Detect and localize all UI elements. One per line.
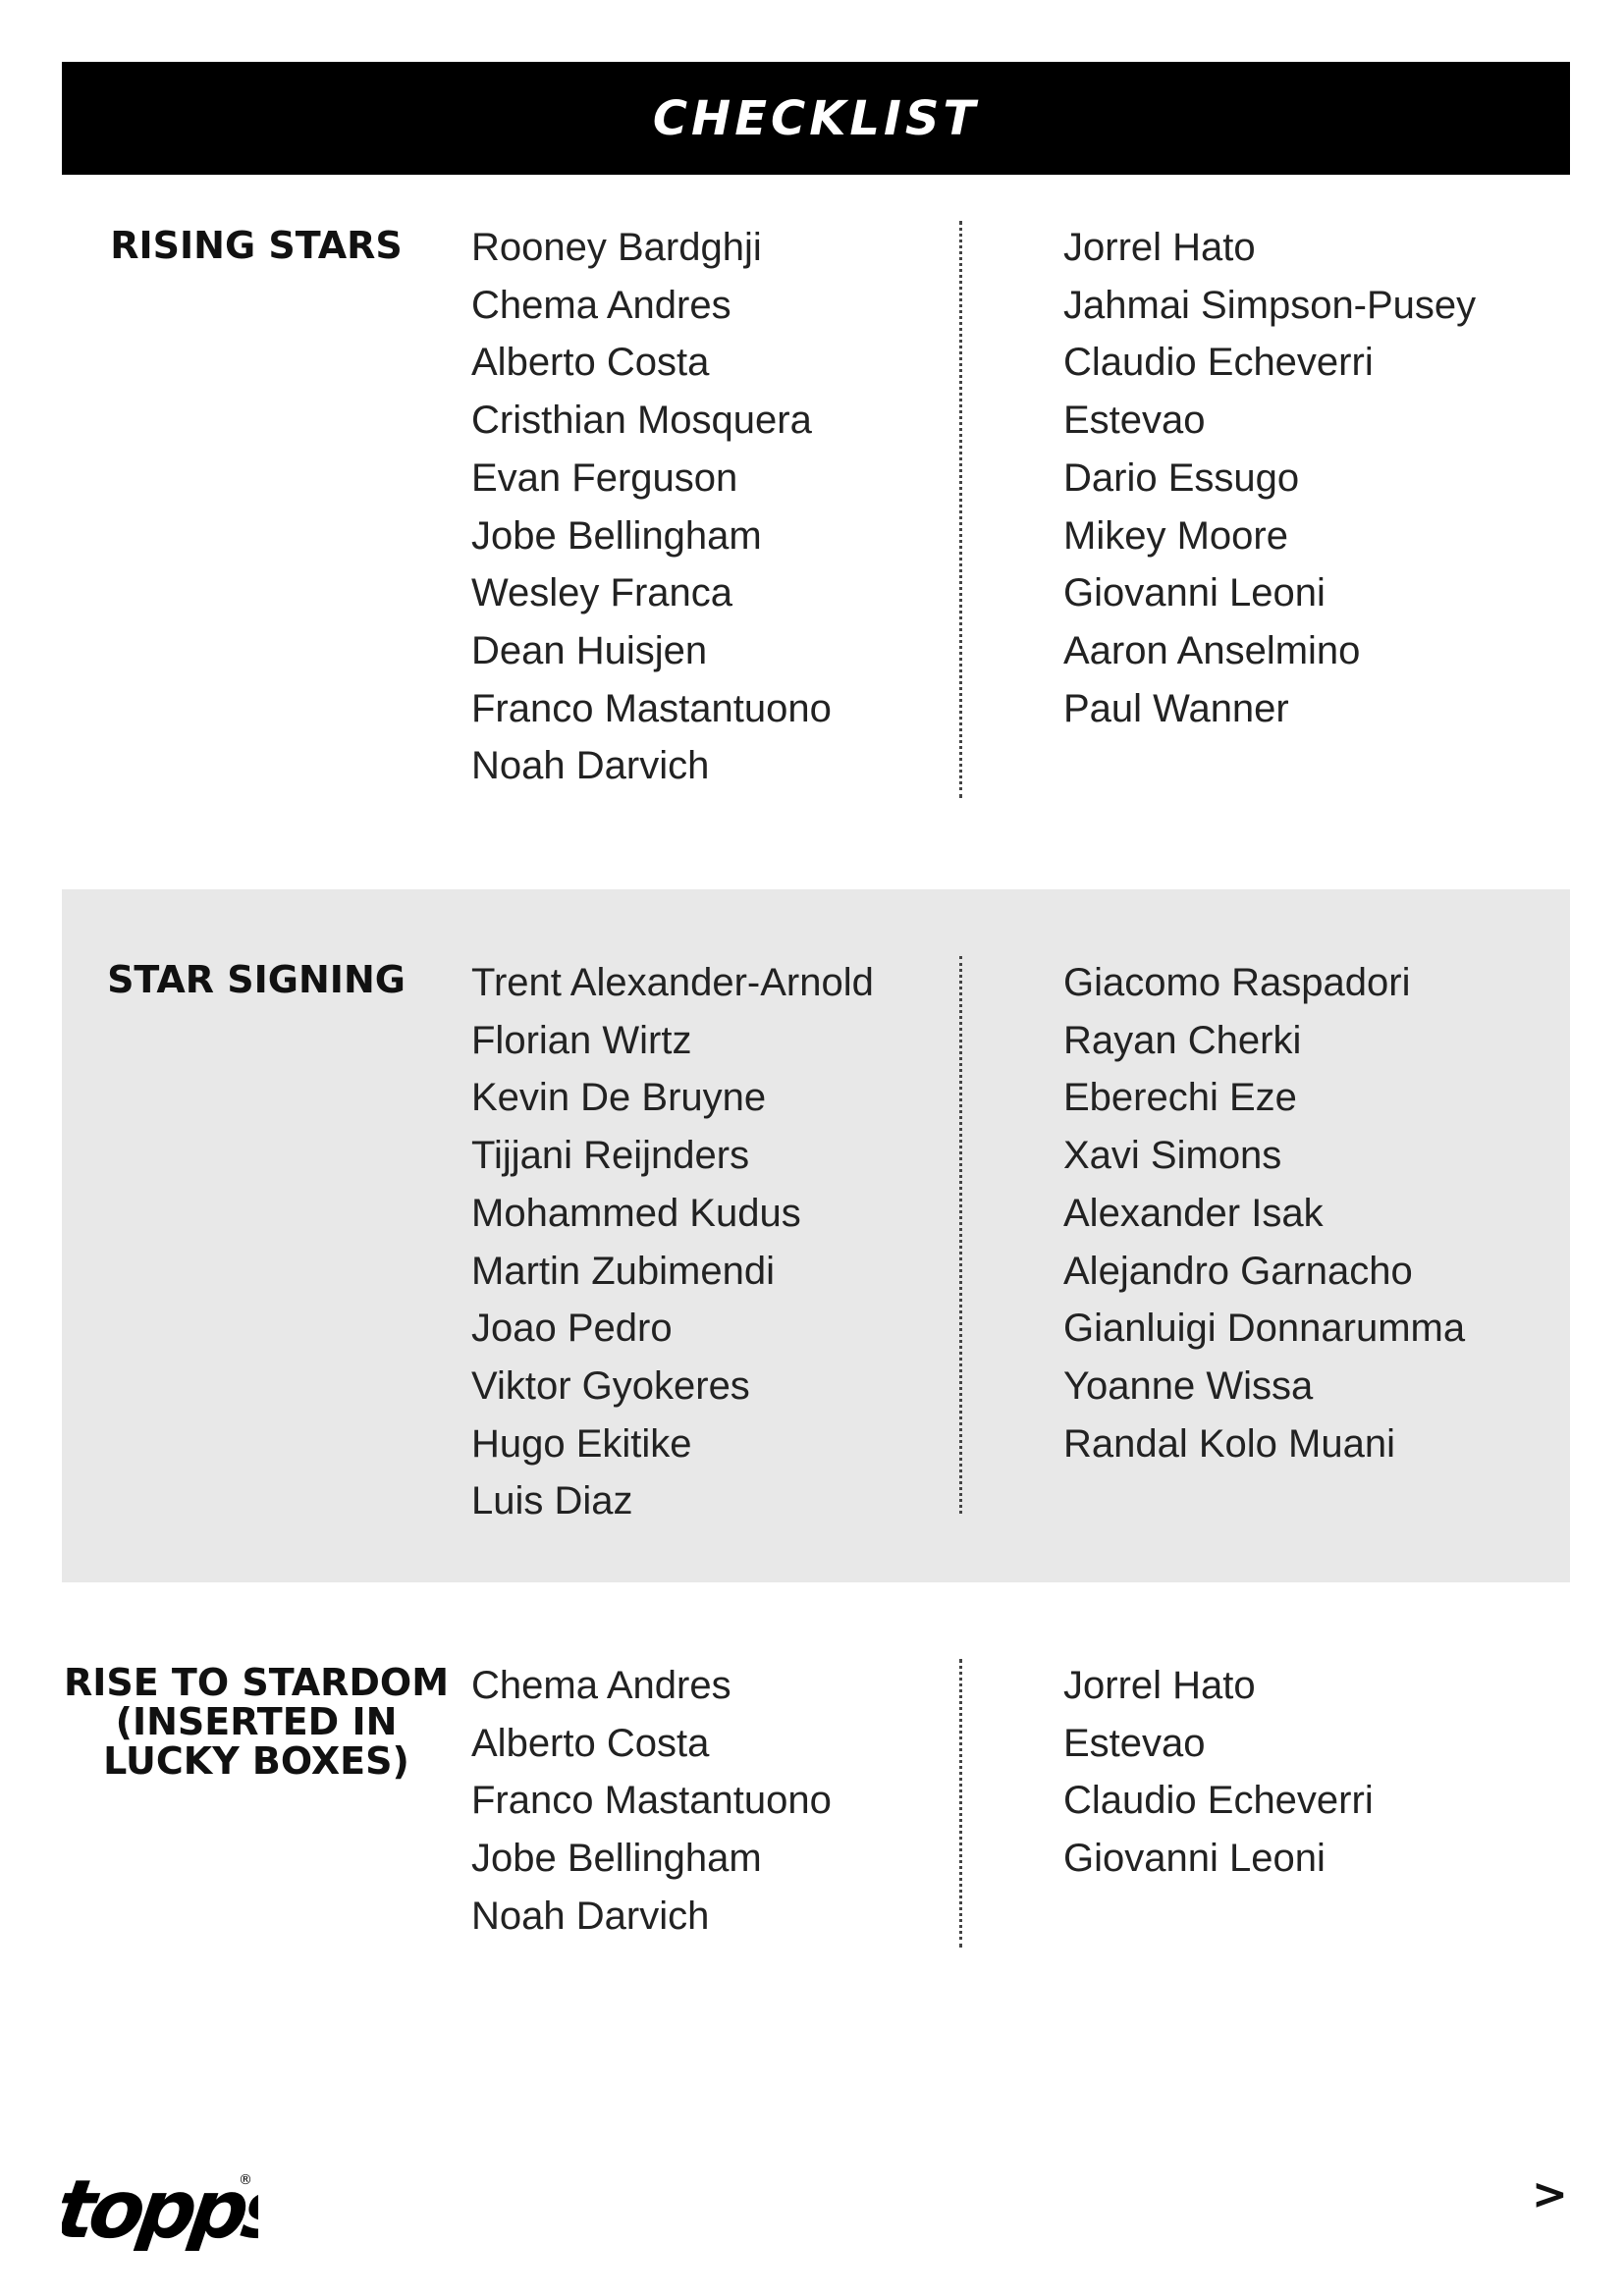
next-page-arrow[interactable]: > bbox=[1532, 2169, 1568, 2219]
player-name: Estevao bbox=[1063, 399, 1206, 443]
player-name: Jorrel Hato bbox=[1063, 226, 1256, 269]
section-rising-stars bbox=[62, 175, 1570, 889]
player-name: Dean Huisjen bbox=[471, 628, 708, 672]
player-name: Giacomo Raspadori bbox=[1063, 961, 1411, 1004]
player-name: Yoanne Wissa bbox=[1063, 1363, 1314, 1408]
player-list-left bbox=[471, 954, 874, 1530]
player-name: Viktor Gyokeres bbox=[471, 1363, 750, 1408]
player-name: Aaron Anselmino bbox=[1063, 628, 1361, 672]
player-name: Hugo Ekitike bbox=[471, 1421, 692, 1466]
player-name: Gianluigi Donnarumma bbox=[1063, 1307, 1466, 1351]
player-name: Noah Darvich bbox=[471, 744, 710, 788]
player-name: Randal Kolo Muani bbox=[1063, 1421, 1395, 1466]
player-name: Eberechi Eze bbox=[1063, 1076, 1297, 1120]
player-name: Claudio Echeverri bbox=[1063, 341, 1374, 385]
player-name: Claudio Echeverri bbox=[1063, 1779, 1374, 1823]
player-name: Florian Wirtz bbox=[471, 1018, 692, 1062]
player-name: Joao Pedro bbox=[471, 1307, 673, 1351]
column-divider bbox=[959, 956, 962, 1514]
player-name: Alberto Costa bbox=[471, 1721, 710, 1765]
player-name: Mikey Moore bbox=[1063, 513, 1288, 558]
player-name: Cristhian Mosquera bbox=[471, 399, 812, 443]
player-name: Estevao bbox=[1063, 1721, 1206, 1765]
player-list-right bbox=[1063, 954, 1465, 1472]
header-bar bbox=[62, 62, 1570, 175]
player-name: Chema Andres bbox=[471, 283, 731, 327]
svg-text:®: ® bbox=[239, 2172, 252, 2188]
section-star-signing bbox=[62, 889, 1570, 1582]
section-label: RISING STARS bbox=[110, 224, 403, 267]
player-name: Jobe Bellingham bbox=[471, 1837, 762, 1881]
page-title: CHECKLIST bbox=[652, 90, 980, 146]
topps-logo bbox=[62, 2163, 258, 2256]
player-name: Franco Mastantuono bbox=[471, 686, 832, 730]
player-list-left bbox=[471, 219, 832, 795]
player-name: Mohammed Kudus bbox=[471, 1191, 801, 1235]
column-divider bbox=[959, 1659, 962, 1948]
player-name: Luis Diaz bbox=[471, 1479, 633, 1523]
player-list-right bbox=[1063, 1657, 1374, 1888]
player-name: Rooney Bardghji bbox=[471, 226, 762, 269]
player-name: Trent Alexander-Arnold bbox=[471, 961, 874, 1004]
player-name: Alejandro Garnacho bbox=[1063, 1249, 1413, 1293]
player-name: Kevin De Bruyne bbox=[471, 1076, 767, 1120]
player-name: Giovanni Leoni bbox=[1063, 1837, 1326, 1881]
player-name: Noah Darvich bbox=[471, 1894, 710, 1938]
player-name: Jahmai Simpson-Pusey bbox=[1063, 283, 1477, 327]
player-name: Franco Mastantuono bbox=[471, 1779, 832, 1823]
player-name: Rayan Cherki bbox=[1063, 1018, 1302, 1062]
section-rise-to-stardom bbox=[62, 1582, 1570, 1995]
column-divider bbox=[959, 221, 962, 798]
player-name: Jobe Bellingham bbox=[471, 513, 762, 558]
player-list-right bbox=[1063, 219, 1476, 737]
player-name: Alberto Costa bbox=[471, 341, 710, 385]
player-name: Alexander Isak bbox=[1063, 1191, 1324, 1235]
player-name: Dario Essugo bbox=[1063, 455, 1300, 500]
logo-wordmark: topps bbox=[62, 2163, 258, 2251]
player-name: Xavi Simons bbox=[1063, 1134, 1282, 1178]
player-name: Chema Andres bbox=[471, 1664, 731, 1707]
player-name: Evan Ferguson bbox=[471, 455, 738, 500]
player-name: Giovanni Leoni bbox=[1063, 571, 1326, 615]
player-name: Jorrel Hato bbox=[1063, 1664, 1256, 1707]
player-name: Tijjani Reijnders bbox=[471, 1134, 750, 1178]
section-label: STAR SIGNING bbox=[107, 958, 406, 1001]
player-name: Martin Zubimendi bbox=[471, 1249, 776, 1293]
player-name: Wesley Franca bbox=[471, 571, 733, 615]
player-list-left bbox=[471, 1657, 832, 1946]
section-label: RISE TO STARDOM (INSERTED IN LUCKY BOXES) bbox=[63, 1661, 450, 1783]
player-name: Paul Wanner bbox=[1063, 686, 1289, 730]
